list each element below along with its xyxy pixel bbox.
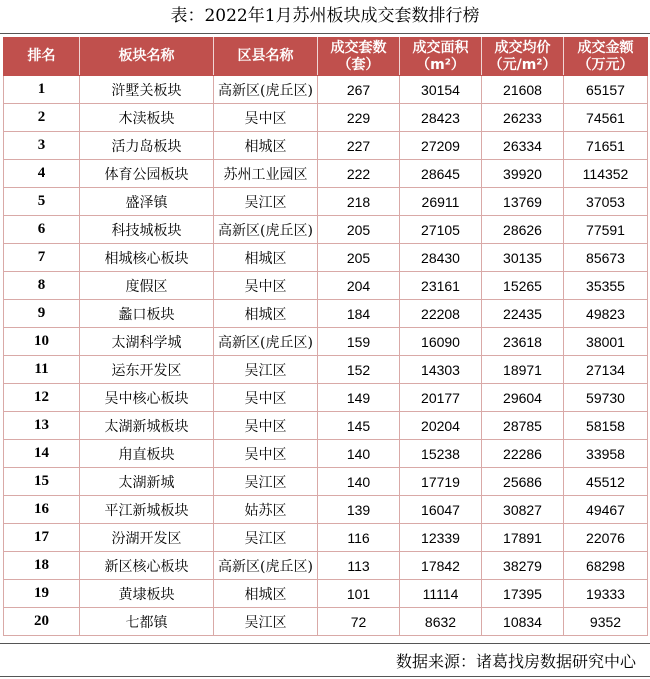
cell-block: 盛泽镇 — [80, 188, 214, 216]
cell-district: 高新区(虎丘区) — [214, 76, 318, 104]
header-price-line2: （元/m²） — [488, 56, 557, 73]
cell-units: 229 — [318, 104, 400, 132]
header-row — [4, 38, 648, 76]
cell-price: 21608 — [482, 76, 564, 104]
table-row — [4, 300, 648, 328]
cell-area: 17719 — [400, 468, 482, 496]
cell-area: 20177 — [400, 384, 482, 412]
cell-area: 14303 — [400, 356, 482, 384]
cell-district: 相城区 — [214, 300, 318, 328]
cell-block: 平江新城板块 — [80, 496, 214, 524]
cell-block: 黄埭板块 — [80, 580, 214, 608]
table-row — [4, 76, 648, 104]
cell-price: 26233 — [482, 104, 564, 132]
table-row — [4, 496, 648, 524]
header-area — [400, 38, 482, 76]
cell-area: 27209 — [400, 132, 482, 160]
cell-price: 29604 — [482, 384, 564, 412]
cell-area: 28430 — [400, 244, 482, 272]
cell-units: 72 — [318, 608, 400, 636]
table-row — [4, 160, 648, 188]
cell-district: 吴江区 — [214, 524, 318, 552]
cell-rank: 4 — [4, 160, 80, 188]
cell-units: 139 — [318, 496, 400, 524]
cell-block: 科技城板块 — [80, 216, 214, 244]
cell-price: 18971 — [482, 356, 564, 384]
cell-units: 184 — [318, 300, 400, 328]
cell-rank: 11 — [4, 356, 80, 384]
cell-area: 17842 — [400, 552, 482, 580]
cell-area: 11114 — [400, 580, 482, 608]
header-price — [482, 38, 564, 76]
table-row — [4, 468, 648, 496]
data-source-note: 数据来源：诸葛找房数据研究中心 — [395, 652, 636, 671]
cell-district: 吴江区 — [214, 188, 318, 216]
cell-units: 140 — [318, 440, 400, 468]
cell-block: 木渎板块 — [80, 104, 214, 132]
cell-rank: 13 — [4, 412, 80, 440]
cell-amount: 85673 — [564, 244, 648, 272]
cell-units: 205 — [318, 244, 400, 272]
cell-rank: 10 — [4, 328, 80, 356]
table-row — [4, 384, 648, 412]
cell-block: 太湖科学城 — [80, 328, 214, 356]
cell-rank: 15 — [4, 468, 80, 496]
cell-area: 12339 — [400, 524, 482, 552]
cell-rank: 7 — [4, 244, 80, 272]
cell-rank: 2 — [4, 104, 80, 132]
cell-rank: 9 — [4, 300, 80, 328]
cell-block: 甪直板块 — [80, 440, 214, 468]
header-price-line1: 成交均价 — [494, 39, 551, 56]
table-row — [4, 412, 648, 440]
table-row — [4, 524, 648, 552]
cell-district: 吴中区 — [214, 384, 318, 412]
cell-block: 相城核心板块 — [80, 244, 214, 272]
header-area-line1: 成交面积 — [412, 39, 469, 56]
header-amount-line1: 成交金额 — [577, 39, 634, 56]
cell-price: 28785 — [482, 412, 564, 440]
cell-price: 22435 — [482, 300, 564, 328]
cell-price: 25686 — [482, 468, 564, 496]
cell-units: 205 — [318, 216, 400, 244]
cell-district: 吴江区 — [214, 468, 318, 496]
cell-rank: 14 — [4, 440, 80, 468]
table-title: 表：2022年1月苏州板块成交套数排行榜 — [170, 6, 480, 26]
table-row — [4, 216, 648, 244]
cell-amount: 22076 — [564, 524, 648, 552]
cell-block: 活力岛板块 — [80, 132, 214, 160]
cell-area: 28423 — [400, 104, 482, 132]
table-body — [4, 76, 648, 636]
cell-amount: 59730 — [564, 384, 648, 412]
cell-block: 七都镇 — [80, 608, 214, 636]
header-district: 区县名称 — [214, 38, 318, 76]
cell-rank: 18 — [4, 552, 80, 580]
cell-area: 23161 — [400, 272, 482, 300]
cell-amount: 33958 — [564, 440, 648, 468]
cell-district: 高新区(虎丘区) — [214, 216, 318, 244]
cell-amount: 49467 — [564, 496, 648, 524]
cell-amount: 35355 — [564, 272, 648, 300]
cell-amount: 58158 — [564, 412, 648, 440]
cell-amount: 37053 — [564, 188, 648, 216]
table-row — [4, 244, 648, 272]
cell-rank: 16 — [4, 496, 80, 524]
cell-block: 太湖新城板块 — [80, 412, 214, 440]
table-row — [4, 552, 648, 580]
header-units — [318, 38, 400, 76]
cell-district: 吴中区 — [214, 440, 318, 468]
cell-price: 17891 — [482, 524, 564, 552]
cell-price: 17395 — [482, 580, 564, 608]
cell-price: 13769 — [482, 188, 564, 216]
cell-district: 相城区 — [214, 132, 318, 160]
cell-amount: 9352 — [564, 608, 648, 636]
cell-block: 新区核心板块 — [80, 552, 214, 580]
cell-district: 相城区 — [214, 244, 318, 272]
cell-units: 159 — [318, 328, 400, 356]
cell-area: 20204 — [400, 412, 482, 440]
header-units-line2: （套） — [337, 56, 380, 73]
cell-area: 8632 — [400, 608, 482, 636]
cell-units: 145 — [318, 412, 400, 440]
cell-block: 体育公园板块 — [80, 160, 214, 188]
cell-units: 227 — [318, 132, 400, 160]
cell-district: 吴江区 — [214, 356, 318, 384]
cell-district: 吴江区 — [214, 608, 318, 636]
table-row — [4, 188, 648, 216]
cell-block: 度假区 — [80, 272, 214, 300]
cell-rank: 8 — [4, 272, 80, 300]
table-row — [4, 328, 648, 356]
cell-units: 116 — [318, 524, 400, 552]
table-row — [4, 272, 648, 300]
cell-amount: 68298 — [564, 552, 648, 580]
cell-district: 吴中区 — [214, 412, 318, 440]
cell-block: 太湖新城 — [80, 468, 214, 496]
cell-area: 26911 — [400, 188, 482, 216]
table-row — [4, 608, 648, 636]
cell-price: 26334 — [482, 132, 564, 160]
cell-district: 吴中区 — [214, 104, 318, 132]
header-units-line1: 成交套数 — [330, 39, 387, 56]
cell-block: 蠡口板块 — [80, 300, 214, 328]
cell-rank: 1 — [4, 76, 80, 104]
cell-amount: 45512 — [564, 468, 648, 496]
table-row — [4, 580, 648, 608]
cell-area: 30154 — [400, 76, 482, 104]
cell-units: 218 — [318, 188, 400, 216]
cell-block: 浒墅关板块 — [80, 76, 214, 104]
cell-price: 28626 — [482, 216, 564, 244]
cell-price: 23618 — [482, 328, 564, 356]
cell-units: 149 — [318, 384, 400, 412]
top-divider — [0, 33, 650, 34]
cell-units: 267 — [318, 76, 400, 104]
header-area-line2: （m²） — [416, 56, 465, 73]
cell-block: 汾湖开发区 — [80, 524, 214, 552]
cell-rank: 12 — [4, 384, 80, 412]
cell-price: 30827 — [482, 496, 564, 524]
cell-amount: 71651 — [564, 132, 648, 160]
cell-amount: 74561 — [564, 104, 648, 132]
ranking-table — [3, 37, 648, 636]
cell-price: 30135 — [482, 244, 564, 272]
cell-rank: 17 — [4, 524, 80, 552]
cell-amount: 38001 — [564, 328, 648, 356]
cell-block: 吴中核心板块 — [80, 384, 214, 412]
header-block: 板块名称 — [80, 38, 214, 76]
cell-price: 22286 — [482, 440, 564, 468]
cell-area: 27105 — [400, 216, 482, 244]
cell-district: 高新区(虎丘区) — [214, 552, 318, 580]
cell-price: 38279 — [482, 552, 564, 580]
footer-divider — [0, 676, 650, 677]
cell-units: 113 — [318, 552, 400, 580]
cell-area: 22208 — [400, 300, 482, 328]
cell-area: 16047 — [400, 496, 482, 524]
cell-area: 28645 — [400, 160, 482, 188]
header-amount — [564, 38, 648, 76]
cell-price: 39920 — [482, 160, 564, 188]
cell-district: 吴中区 — [214, 272, 318, 300]
cell-units: 152 — [318, 356, 400, 384]
table-row — [4, 356, 648, 384]
cell-district: 高新区(虎丘区) — [214, 328, 318, 356]
cell-price: 10834 — [482, 608, 564, 636]
cell-block: 运东开发区 — [80, 356, 214, 384]
cell-district: 苏州工业园区 — [214, 160, 318, 188]
cell-units: 140 — [318, 468, 400, 496]
table-row — [4, 440, 648, 468]
cell-amount: 49823 — [564, 300, 648, 328]
cell-rank: 6 — [4, 216, 80, 244]
cell-district: 姑苏区 — [214, 496, 318, 524]
cell-amount: 27134 — [564, 356, 648, 384]
cell-units: 204 — [318, 272, 400, 300]
cell-rank: 20 — [4, 608, 80, 636]
cell-units: 101 — [318, 580, 400, 608]
cell-area: 16090 — [400, 328, 482, 356]
cell-amount: 114352 — [564, 160, 648, 188]
header-rank: 排名 — [4, 38, 80, 76]
cell-area: 15238 — [400, 440, 482, 468]
cell-amount: 77591 — [564, 216, 648, 244]
cell-rank: 3 — [4, 132, 80, 160]
table-row — [4, 104, 648, 132]
cell-rank: 19 — [4, 580, 80, 608]
cell-rank: 5 — [4, 188, 80, 216]
table-row — [4, 132, 648, 160]
cell-amount: 65157 — [564, 76, 648, 104]
cell-amount: 19333 — [564, 580, 648, 608]
header-amount-line2: （万元） — [577, 56, 634, 73]
bottom-divider — [0, 643, 650, 644]
cell-price: 15265 — [482, 272, 564, 300]
cell-units: 222 — [318, 160, 400, 188]
cell-district: 相城区 — [214, 580, 318, 608]
